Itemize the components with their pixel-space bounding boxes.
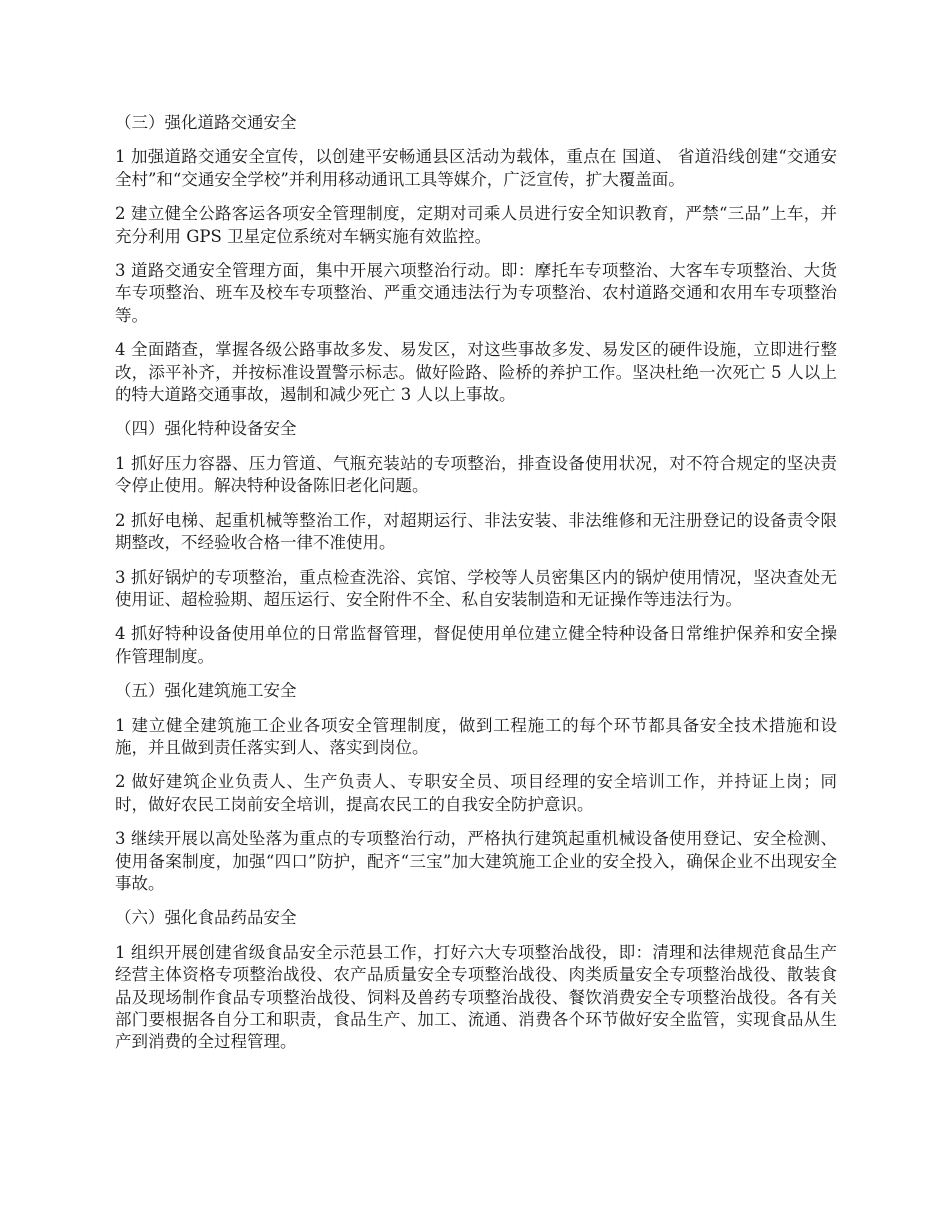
paragraph: 2 建立健全公路客运各项安全管理制度，定期对司乘人员进行安全知识教育，严禁“三品”上车，并充分利用 GPS 卫星定位系统对车辆实施有效监控。 [115, 204, 837, 246]
paragraph: 4 全面踏查，掌握各级公路事故多发、易发区，对这些事故多发、易发区的硬件设施，立即进行整改，添平补齐，并按标准设置警示标志。做好险路、险桥的养护工作。坚决杜绝一次死亡 5 人以上的特大道路交通事故，遏制和减少死亡 3 人以上事故。 [115, 340, 837, 405]
section-food-drug [115, 907, 837, 1053]
paragraph: 2 抓好电梯、起重机械等整治工作，对超期运行、非法安装、非法维修和无注册登记的设备责令限期整改，不经验收合格一律不准使用。 [115, 510, 837, 553]
paragraph: 1 建立健全建筑施工企业各项安全管理制度，做到工程施工的每个环节都具备安全技术措施和设施，并且做到责任落实到人、落实到岗位。 [115, 715, 837, 757]
document-body [115, 112, 837, 1066]
paragraph: 3 道路交通安全管理方面，集中开展六项整治行动。即：摩托车专项整治、大客车专项整治、大货车专项整治、班车及校车专项整治、严重交通违法行为专项整治、农村道路交通和农用车专项整治等。 [115, 261, 837, 325]
section-heading: （六）强化食品药品安全 [115, 908, 297, 928]
paragraph: 3 抓好锅炉的专项整治，重点检查洗浴、宾馆、学校等人员密集区内的锅炉使用情况，坚决查处无使用证、超检验期、超压运行、安全附件不全、私自安装制造和无证操作等违法行为。 [115, 567, 837, 609]
paragraph: 2 做好建筑企业负责人、生产负责人、专职安全员、项目经理的安全培训工作，并持证上岗；同时，做好农民工岗前安全培训，提高农民工的自我安全防护意识。 [115, 772, 837, 814]
paragraph: 3 继续开展以高处坠落为重点的专项整治行动，严格执行建筑起重机械设备使用登记、安全检测、使用备案制度，加强“四口”防护，配齐“三宝”加大建筑施工企业的安全投入，确保企业不出现安全事故。 [115, 829, 837, 893]
paragraph: 4 抓好特种设备使用单位的日常监督管理，督促使用单位建立健全特种设备日常维护保养和安全操作管理制度。 [115, 624, 837, 666]
section-heading: （四）强化特种设备安全 [115, 419, 297, 439]
paragraph: 1 加强道路交通安全宣传，以创建平安畅通县区活动为载体，重点在 国道、 省道沿线创建“交通安全村”和“交通安全学校”并利用移动通讯工具等媒介，广泛宣传，扩大覆盖面。 [115, 147, 837, 189]
section-construction [115, 680, 837, 895]
paragraph: 1 抓好压力容器、压力管道、气瓶充装站的专项整治，排查设备使用状况，对不符合规定的坚决责令停止使用。解决特种设备陈旧老化问题。 [115, 453, 837, 496]
paragraph: 1 组织开展创建省级食品安全示范县工作，打好六大专项整治战役，即：清理和法律规范食品生产经营主体资格专项整治战役、农产品质量安全专项整治战役、肉类质量安全专项整治战役、散装食品及现场制作食品专项整治战役、饲料及兽药专项整治战役、餐饮消费安全专项整治战役。各有关部门要根据各自分工和职责，食品生产、加工、流通、消费各个环节做好安全监管，实现食品从生产到消费的全过程管理。 [115, 942, 837, 1052]
section-road-traffic [115, 112, 837, 406]
section-heading: （五）强化建筑施工安全 [115, 681, 297, 701]
section-heading: （三）强化道路交通安全 [115, 113, 297, 132]
section-special-equipment [115, 418, 837, 668]
